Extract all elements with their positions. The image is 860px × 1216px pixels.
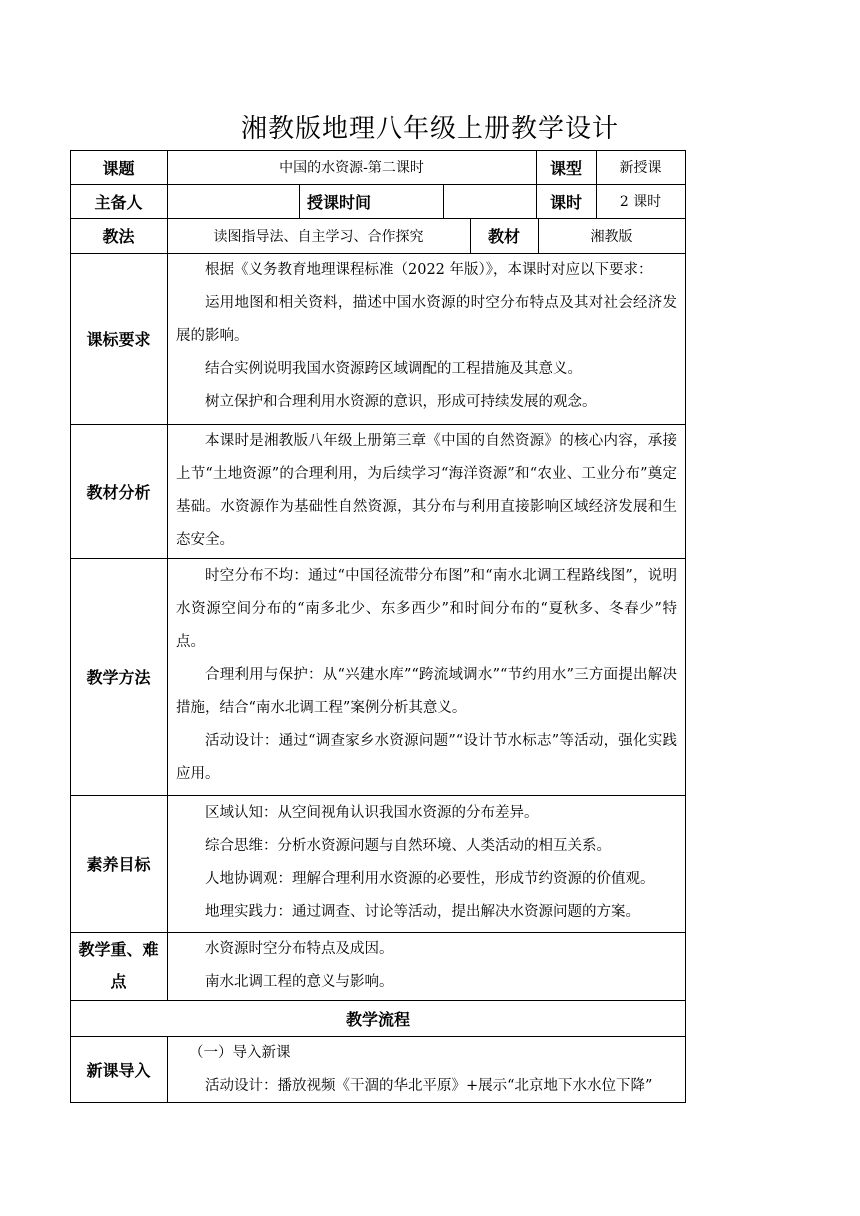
label-type: 课型 [549,158,582,178]
label-preparer: 主备人 [94,192,143,212]
time-value [443,184,536,218]
section-label-textbook-analysis: 教材分析 [86,482,151,502]
paragraph: 区域认知：从空间视角认识我国水资源的分布差异。 [205,805,539,821]
label-hours: 课时 [549,192,582,212]
paragraph: 结合实例说明我国水资源跨区域调配的工程措施及其意义。 [205,361,582,377]
paragraph: 树立保护和合理利用水资源的意识，形成可持续发展的观念。 [205,394,597,410]
section-body-teaching-method [176,560,677,791]
label-method: 教法 [102,227,135,246]
paragraph: 活动设计：通过“调查家乡水资源问题”“设计节水标志”等活动，强化实践应用。 [176,733,677,782]
section-label-key-points [70,932,167,1000]
label-line: 点 [110,972,127,991]
label-line: 教学重、难 [78,940,159,959]
topic-value: 中国的水资源-第二课时 [279,160,424,176]
section-label-intro: 新课导入 [86,1060,151,1080]
intro-heading: （一）导入新课 [189,1045,291,1061]
label-topic: 课题 [102,158,135,178]
teaching-flow-title: 教学流程 [345,1009,410,1029]
paragraph: 时空分布不均：通过“中国径流带分布图”和“南水北调工程路线图”，说明水资源空间分布的“南多北少、东多西少”和时间分布的“夏秋多、冬春少”特点。 [176,568,677,650]
paragraph: 活动设计：播放视频《干涸的华北平原》+展示“北京地下水水位下降” [205,1078,653,1094]
textbook-value: 湘教版 [590,228,633,245]
section-body-literacy-goals [176,797,677,929]
section-body-curriculum [176,254,677,419]
document-title: 湘教版地理八年级上册教学设计 [240,114,619,144]
section-body-textbook-analysis [176,425,677,557]
label-textbook: 教材 [487,227,520,246]
section-label-teaching-method: 教学方法 [86,668,151,687]
section-label-curriculum: 课标要求 [86,330,151,349]
section-body-intro [176,1037,677,1103]
paragraph: 南水北调工程的意义与影响。 [205,974,394,990]
paragraph: 人地协调观：理解合理利用水资源的必要性，形成节约资源的价值观。 [205,871,655,887]
preparer-value [167,184,299,218]
method-value: 读图指导法、自主学习、合作探究 [213,228,424,245]
hours-value: 2 课时 [619,194,662,210]
section-label-literacy-goals: 素养目标 [86,855,151,874]
paragraph: 根据《义务教育地理课程标准（2022 年版）》，本课时对应以下要求： [205,262,653,278]
paragraph: 综合思维：分析水资源问题与自然环境、人类活动的相互关系。 [205,838,611,854]
paragraph: 本课时是湘教版八年级上册第三章《中国的自然资源》的核心内容，承接上节“土地资源”的合理利用，为后续学习“海洋资源”和“农业、工业分布”奠定基础。水资源作为基础性自然资源，其分布与利用直接影响区域经济发展和生态安全。 [176,433,677,548]
label-time: 授课时间 [307,192,372,212]
paragraph: 合理利用与保护：从“兴建水库”“跨流域调水”“节约用水”三方面提出解决措施，结合“南水北调工程”案例分析其意义。 [176,667,677,716]
paragraph: 水资源时空分布特点及成因。 [205,941,394,957]
type-value: 新授课 [619,160,662,176]
paragraph: 地理实践力：通过调查、讨论等活动，提出解决水资源问题的方案。 [205,904,640,920]
section-body-key-points [176,933,677,999]
paragraph: 运用地图和相关资料，描述中国水资源的时空分布特点及其对社会经济发展的影响。 [176,295,677,344]
